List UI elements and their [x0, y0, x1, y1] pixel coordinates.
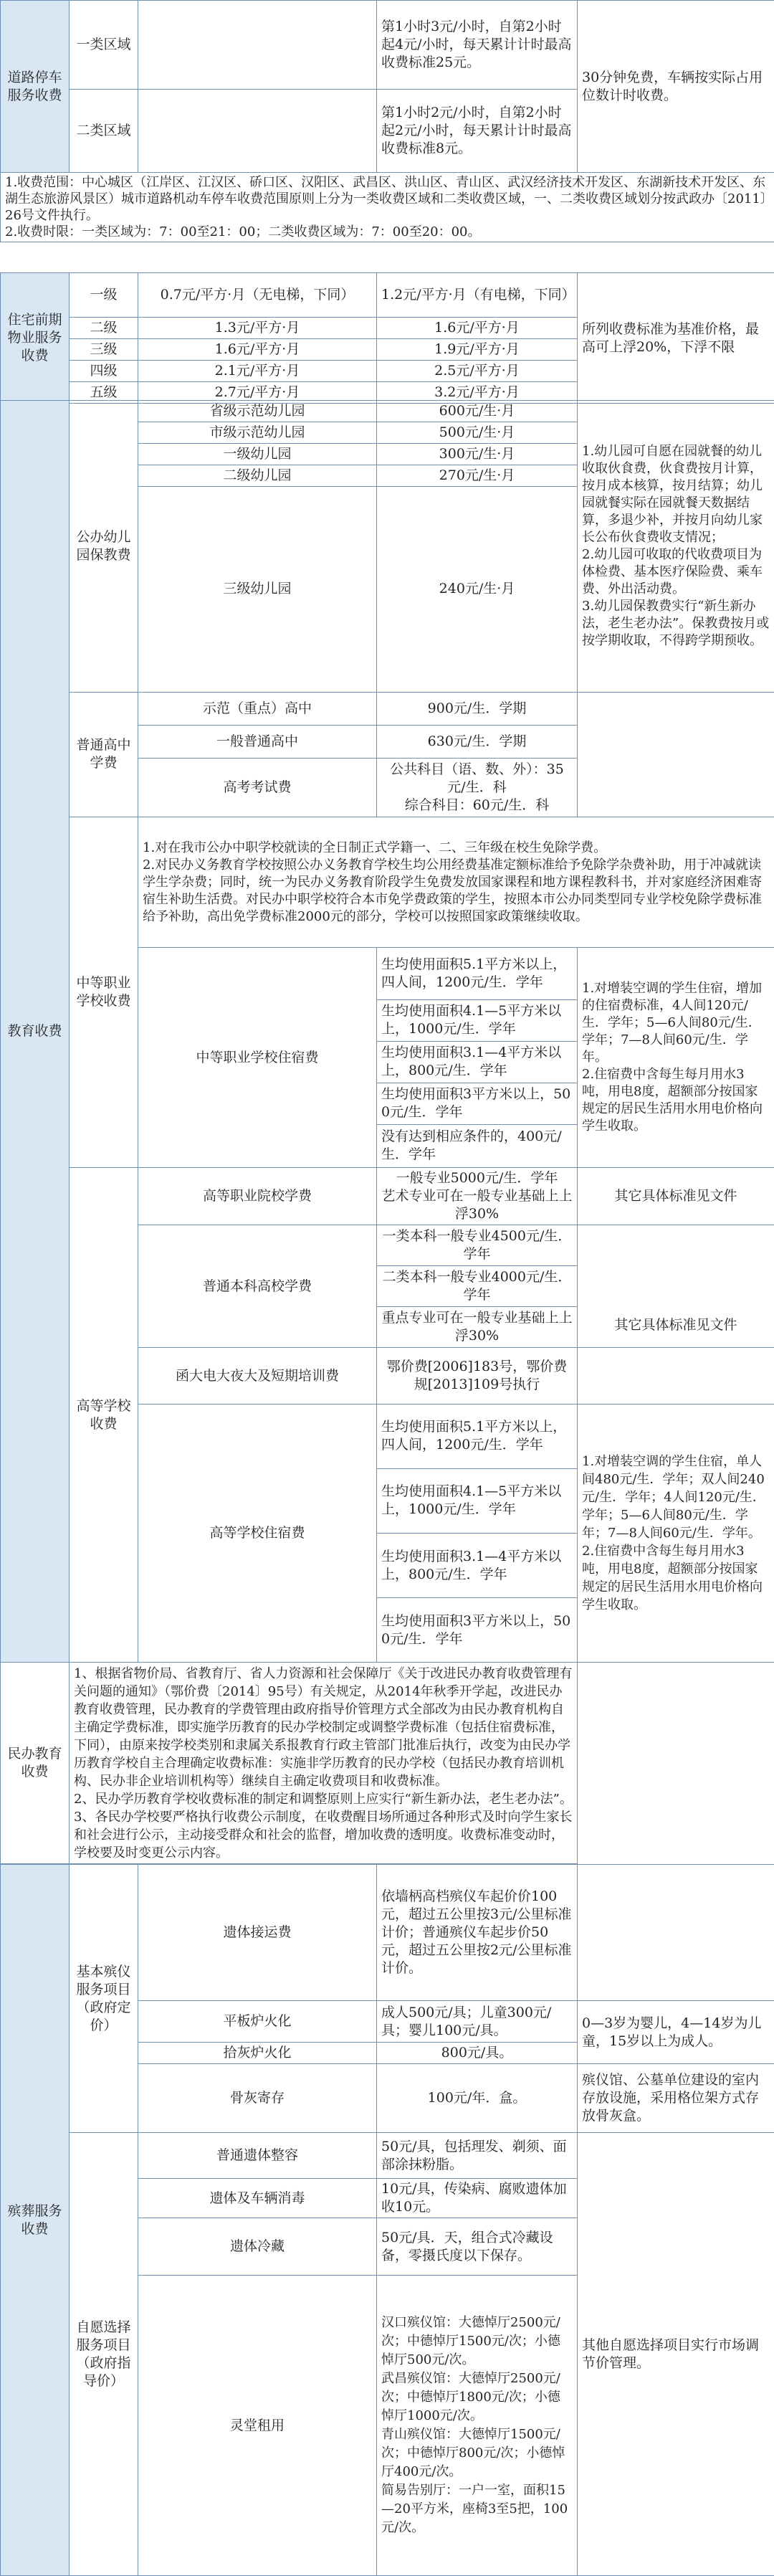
zone1-label: 一类区域 [70, 1, 138, 90]
funeral-item: 拾灰炉火化 [138, 2043, 377, 2064]
higher-fee-line: 二类本科一般专业4000元/生．学年 [377, 1266, 577, 1307]
higher-item: 高等职业院校学费 [138, 1167, 377, 1225]
funeral-item: 遗体及车辆消毒 [138, 2179, 377, 2218]
property-no-elevator-fee: 1.6元/平方·月 [138, 339, 377, 361]
property-elevator-fee: 1.9元/平方·月 [377, 339, 578, 361]
highschool-item: 示范（重点）高中 [138, 692, 377, 725]
vocational-dorm-fee: 没有达到相应条件的，400元/生．学年 [377, 1124, 578, 1167]
funeral-item: 骨灰寄存 [138, 2064, 377, 2133]
higher-fee-line: 一般专业5000元/生．学年 [381, 1169, 573, 1187]
property-elevator-fee: 3.2元/平方·月 [377, 382, 578, 404]
highschool-fee: 公共科目（语、数、外）：35元/生．科 综合科目：60元/生．科 [377, 758, 578, 817]
zone2-label: 二类区域 [70, 90, 138, 173]
funeral-basic-label: 基本殡仪服务项目（政府定价） [70, 1865, 138, 2133]
parking-section [0, 0, 774, 241]
kindergarten-label: 公办幼儿园保教费 [70, 401, 138, 693]
highschool-item: 高考考试费 [138, 758, 377, 817]
funeral-item: 遗体冷藏 [138, 2218, 377, 2276]
private-notes: 1、根据省物价局、省教育厅、省人力资源和社会保障厅《关于改进民办教育收费管理有关问题的通知》（鄂价费〔2014〕95号）有关规定，从2014年秋季开学起，改进民办教育收费管理，民办教育的学费管理由政府指导价管理方式全部改为由民办教育机构自主确定学费标准，即实施学历教育的民办学校制定或调整学费标准（包括住宿费标准，下同），由原来按学校类别和隶属关系报教育行政主管部门批准后执行，改变为由民办学历教育学校自主合理确定收费标准：实施非学历教育的民办学校（包括民办教育培训机构、民办非企业培训机构等）继续自主确定收费项目和收费标准。 2、民办学历教育学校收费标准的制定和调整原则上应实行“新生新办法，老生老办法”。 3、各民办学校要严格执行收费公示制度，在收费醒目场所通过各种形式及时向学生家长和社会进行公示，主动接受群众和社会的监督，增加收费的透明度。收费标准变动时，学校要及时变更公示内容。 [70, 1663, 578, 1864]
funeral-fee: 依墙柄高档殡仪车起价价100元，超过五公里按3元/公里标准计价；普通殡仪车起步价50元，超过五公里按2元/公里标准计价。 [377, 1865, 578, 2001]
funeral-optional-note: 其他自愿选择项目实行市场调节价管理。 [578, 2133, 774, 2576]
vocational-label: 中等职业学校收费 [70, 817, 138, 1168]
higher-dorm-fee: 生均使用面积4.1—5平方米以上，1000元/生．学年 [377, 1468, 578, 1533]
parking-label: 道路停车服务收费 [1, 1, 70, 173]
higher-dorm-note: 1.对增装空调的学生住宿，单人间480元/生．学年；双人间240元/生．学年；4人间120元/生．学年；5—6人间80元/生．学年；7—8人间60元/生．学年。 2.住宿费中含每生每月用水3吨，用电8度，超额部分按国家规定的居民生活用水用电价格向学生收取。 [578, 1404, 774, 1663]
higher-note: 其它具体标准见文件 [578, 1167, 774, 1225]
kindergarten-fee: 500元/生·月 [377, 422, 578, 444]
blank-cell [578, 1348, 774, 1404]
parking-free-note: 30分钟免费，车辆按实际占用位数计时收费。 [578, 1, 774, 173]
education-section [0, 400, 774, 1864]
blank-cell [578, 692, 774, 817]
parking-notes: 1.收费范围：中心城区（江岸区、江汉区、硚口区、汉阳区、武昌区、洪山区、青山区、武汉经济技术开发区、东湖新技术开发区、东湖生态旅游风景区）城市道路机动车停车收费范围原则上分为一类收费区域和二类收费区域，一、二类收费区域划分按武政办〔2011〕26号文件执行。 2.收费时限：一类区域为：7：00至21：00；二类收费区域为：7：00至20：00。 [1, 173, 774, 242]
higher-fee-line: 一类本科一般专业4500元/生．学年 [377, 1225, 577, 1266]
property-level: 二级 [70, 318, 138, 339]
highschool-fee: 630元/生．学期 [377, 725, 578, 758]
funeral-section [0, 1864, 774, 2575]
higher-dorm-fee: 生均使用面积5.1平方米以上，四人间，1200元/生．学年 [377, 1404, 578, 1468]
property-no-elevator-fee: 0.7元/平方·月（无电梯，下同） [138, 273, 377, 318]
highschool-item: 一般普通高中 [138, 725, 377, 758]
higher-fee: 鄂价费[2006]183号，鄂价费规[2013]109号执行 [377, 1348, 578, 1404]
property-no-elevator-fee: 1.3元/平方·月 [138, 318, 377, 339]
zone2-fee: 第1小时2元/小时，自第2小时起2元/小时，每天累计计时最高收费标准8元。 [377, 90, 578, 173]
property-level: 三级 [70, 339, 138, 361]
higher-dorm-label: 高等学校住宿费 [138, 1404, 377, 1663]
highschool-fee: 900元/生．学期 [377, 692, 578, 725]
funeral-fee: 50元/具，包括理发、剃须、面部涂抹粉脂。 [377, 2133, 578, 2179]
higher-fee [377, 1167, 578, 1225]
blank-cell [578, 1865, 774, 2001]
higher-fee [377, 1225, 578, 1348]
funeral-fee: 成人500元/具；儿童300元/具；婴儿100元/具。 [377, 2001, 578, 2043]
kindergarten-level: 二级幼儿园 [138, 465, 377, 487]
higher-dorm-fee: 生均使用面积3平方米以上，500元/生．学年 [377, 1598, 578, 1663]
kindergarten-level: 市级示范幼儿园 [138, 422, 377, 444]
funeral-storage-note: 殡仪馆、公墓单位建设的室内存放设施，采用格位架方式存放骨灰盒。 [578, 2064, 774, 2133]
funeral-fee: 50元/具．天，组合式冷藏设备，零摄氏度以下保存。 [377, 2218, 578, 2276]
kindergarten-fee: 300元/生·月 [377, 444, 578, 465]
kindergarten-note: 1.幼儿园可自愿在园就餐的幼儿收取伙食费，伙食费按月计算，按月成本核算，按月结算；幼儿园就餐实际在园就餐天数据结算，多退少补，并按月向幼儿家长公布伙食费收支情况； 2.幼儿园可收取的代收费项目为体检费、基本医疗保险费、乘车费、外出活动费。 3.幼儿园保教费实行“新生新办法，老生老办法”。保教费按月或按学期收取，不得跨学期预收。 [578, 401, 774, 693]
higher-fee-line: 重点专业可在一般专业基础上上浮30% [377, 1307, 577, 1347]
property-elevator-fee: 1.2元/平方·月（有电梯，下同） [377, 273, 578, 318]
higher-dorm-fee: 生均使用面积3.1—4平方米以上，800元/生．学年 [377, 1533, 578, 1597]
vocational-dorm-fee: 生均使用面积5.1平方米以上，四人间，1200元/生．学年 [377, 948, 578, 999]
vocational-dorm-note: 1.对增装空调的学生住宿，增加的住宿费标准，4人间120元/生．学年；5—6人间80元/生．学年；7—8人间60元/生．学年。 2.住宿费中含每生每月用水3吨，用电8度，超额部分按国家规定的居民生活用水用电价格向学生收取。 [578, 948, 774, 1168]
vocational-dorm-label: 中等职业学校住宿费 [138, 948, 377, 1168]
property-level: 四级 [70, 361, 138, 382]
higher-note: 其它具体标准见文件 [578, 1225, 774, 1348]
higher-label: 高等学校收费 [70, 1167, 138, 1662]
property-no-elevator-fee: 2.7元/平方·月 [138, 382, 377, 404]
funeral-item: 灵堂租用 [138, 2276, 377, 2576]
property-level: 一级 [70, 273, 138, 318]
kindergarten-level: 省级示范幼儿园 [138, 401, 377, 422]
vocational-notes: 1.对在我市公办中职学校就读的全日制正式学籍一、二、三年级在校生免除学费。 2.对民办义务教育学校按照公办义务教育学校生均公用经费基准定额标准给予免除学杂费补助，用于冲减就读学生学杂费；同时，统一为民办义务教育阶段学生免费发放国家课程和地方课程教科书，并对家庭经济困难寄宿生补助生活费。对民办中职学校符合本市免学费政策的学生，按照本市公办同类型同专业学校免除学费标准给予补助，高出免学费标准2000元的部分，学校可以按照国家政策继续收取。 [138, 817, 774, 948]
property-note: 所列收费标准为基准价格，最高可上浮20%，下浮不限 [578, 273, 774, 404]
private-label: 民办教育收费 [1, 1663, 70, 1864]
property-elevator-fee: 1.6元/平方·月 [377, 318, 578, 339]
kindergarten-fee: 270元/生·月 [377, 465, 578, 487]
zone1-fee: 第1小时3元/小时，自第2小时起4元/小时，每天累计计时最高收费标准25元。 [377, 1, 578, 90]
funeral-fee: 10元/具，传染病、腐败遗体加收10元。 [377, 2179, 578, 2218]
vocational-dorm-fee: 生均使用面积3.1—4平方米以上，800元/生．学年 [377, 1041, 578, 1083]
funeral-item: 普通遗体整容 [138, 2133, 377, 2179]
blank-cell [138, 1, 377, 90]
property-label: 住宅前期物业服务收费 [1, 273, 70, 404]
funeral-label: 殡葬服务收费 [1, 1865, 70, 2576]
funeral-item: 遗体接运费 [138, 1865, 377, 2001]
higher-fee-line: 艺术专业可在一般专业基础上上浮30% [381, 1187, 573, 1223]
kindergarten-level: 三级幼儿园 [138, 487, 377, 693]
blank-cell [138, 90, 377, 173]
higher-item: 函大电大夜大及短期培训费 [138, 1348, 377, 1404]
education-label: 教育收费 [1, 401, 70, 1663]
kindergarten-fee: 240元/生·月 [377, 487, 578, 693]
vocational-dorm-fee: 生均使用面积4.1—5平方米以上，1000元/生．学年 [377, 999, 578, 1041]
funeral-age-note: 0—3岁为婴儿，4—14岁为儿童，15岁以上为成人。 [578, 2001, 774, 2064]
funeral-optional-label: 自愿选择服务项目（政府指导价） [70, 2133, 138, 2576]
property-elevator-fee: 2.5元/平方·月 [377, 361, 578, 382]
highschool-label: 普通高中学费 [70, 692, 138, 817]
funeral-fee: 100元/年．盒。 [377, 2064, 578, 2133]
vocational-dorm-fee: 生均使用面积3平方米以上，500元/生．学年 [377, 1083, 578, 1124]
funeral-fee: 汉口殡仪馆：大德悼厅2500元/次；中德悼厅1500元/次；小德悼厅500元/次。 武昌殡仪馆：大德悼厅2500元/次；中德悼厅1800元/次；小德悼厅1000元/次。 青山殡仪馆：大德悼厅1500元/次；中德悼厅800元/次；小德悼厅400元/次。 简易告别厅：一户一室，面积15—20平方米，座椅3至5把，100元/次。 [377, 2276, 578, 2576]
kindergarten-fee: 600元/生·月 [377, 401, 578, 422]
property-level: 五级 [70, 382, 138, 404]
property-section [0, 272, 774, 400]
funeral-fee: 800元/具。 [377, 2043, 578, 2064]
higher-item: 普通本科高校学费 [138, 1225, 377, 1348]
property-no-elevator-fee: 2.1元/平方·月 [138, 361, 377, 382]
kindergarten-level: 一级幼儿园 [138, 444, 377, 465]
funeral-item: 平板炉火化 [138, 2001, 377, 2043]
